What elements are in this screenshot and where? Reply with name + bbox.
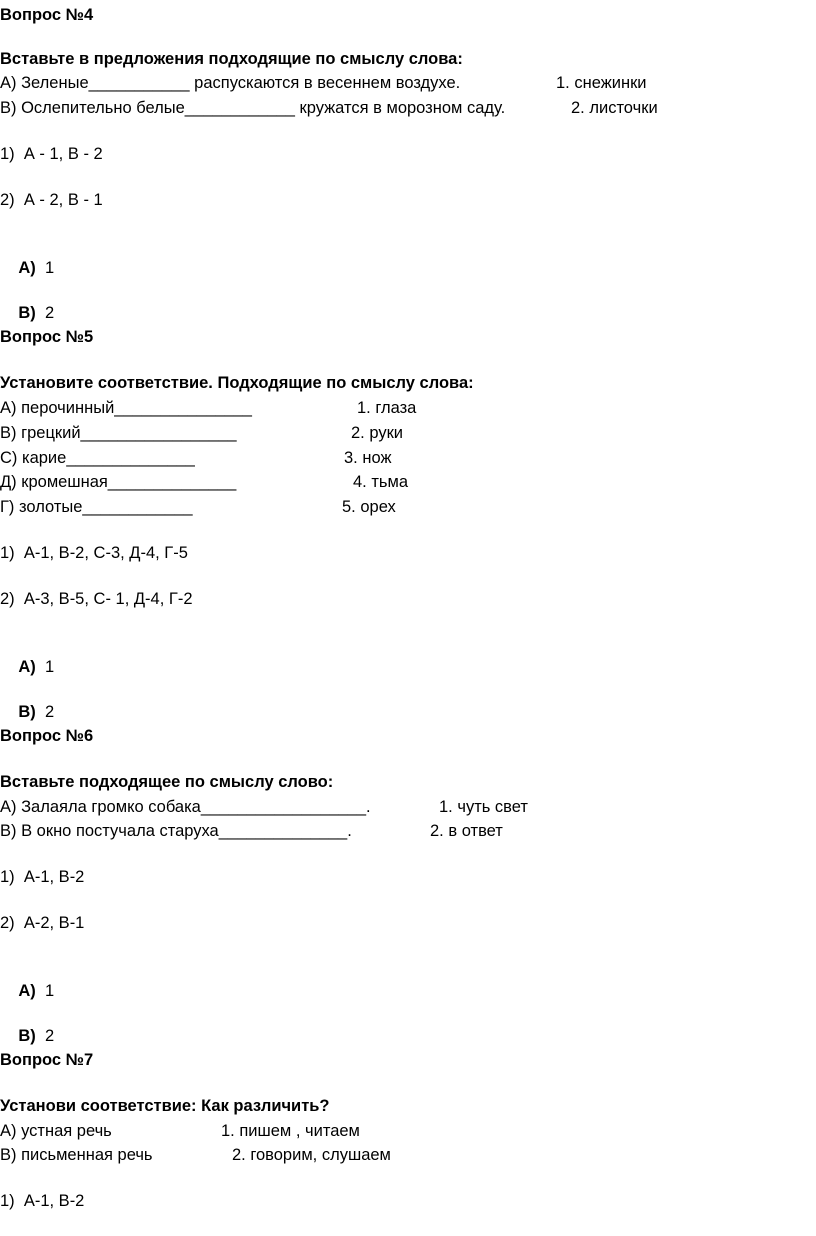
question-5-word-1: 1. глаза	[357, 399, 417, 417]
question-6-option-2: 2) А-2, В-1	[0, 914, 85, 932]
question-5-option-2: 2) А-3, В-5, С- 1, Д-4, Г-2	[0, 590, 193, 608]
answer-label: В)	[18, 1027, 36, 1045]
question-6-option-1: 1) А-1, В-2	[0, 868, 85, 886]
answer-value: 1	[44, 658, 55, 676]
answer-value: 2	[44, 1027, 55, 1045]
question-7-instruction: Установи соответствие: Как различить?	[0, 1097, 330, 1115]
question-5-instruction: Установите соответствие. Подходящие по смыслу слова:	[0, 374, 474, 392]
question-4-instruction: Вставьте в предложения подходящие по смыслу слова:	[0, 50, 463, 68]
question-6-instruction: Вставьте подходящее по смыслу слово:	[0, 773, 334, 791]
question-6-item-b: В) В окно постучала старуха______________.	[0, 822, 352, 840]
answer-value: 1	[44, 982, 55, 1000]
question-6-word-1: 1. чуть свет	[439, 798, 528, 816]
question-5-word-3: 3. нож	[344, 449, 392, 467]
question-5-title: Вопрос №5	[0, 328, 94, 346]
answer-value: 2	[44, 703, 55, 721]
question-5-option-1: 1) А-1, В-2, С-3, Д-4, Г-5	[0, 544, 188, 562]
question-5-item-b: В) грецкий_________________	[0, 424, 237, 442]
answer-value: 2	[44, 304, 55, 322]
question-4-item-b: В) Ослепительно белые____________ кружатся в морозном саду.	[0, 99, 506, 117]
question-7-title: Вопрос №7	[0, 1051, 94, 1069]
answer-label: В)	[18, 304, 36, 322]
question-5-item-a: А) перочинный_______________	[0, 399, 252, 417]
question-6-item-a: А) Залаяла громко собака__________________.	[0, 798, 371, 816]
question-4-word-2: 2. листочки	[571, 99, 658, 117]
question-4-option-1: 1) А - 1, В - 2	[0, 145, 103, 163]
answer-value: 1	[44, 259, 55, 277]
question-7-item-b: В) письменная речь	[0, 1146, 153, 1164]
question-4-option-2: 2) А - 2, В - 1	[0, 191, 103, 209]
question-5-word-2: 2. руки	[351, 424, 404, 442]
question-6-title: Вопрос №6	[0, 727, 94, 745]
question-4-item-a: А) Зеленые___________ распускаются в весеннем воздухе.	[0, 74, 461, 92]
answer-label: В)	[18, 703, 36, 721]
question-5-word-5: 5. орех	[342, 498, 396, 516]
answer-label: А)	[18, 658, 36, 676]
question-4-word-1: 1. снежинки	[556, 74, 647, 92]
answer-label: А)	[18, 982, 36, 1000]
question-5-item-g: Г) золотые____________	[0, 498, 193, 516]
question-7-word-2: 2. говорим, слушаем	[232, 1146, 391, 1164]
question-5-word-4: 4. тьма	[353, 473, 409, 491]
question-5-item-c: С) карие______________	[0, 449, 195, 467]
question-7-item-a: А) устная речь	[0, 1122, 112, 1140]
question-7-option-1: 1) А-1, В-2	[0, 1192, 85, 1210]
question-5-item-d: Д) кромешная______________	[0, 473, 237, 491]
question-7-word-1: 1. пишем , читаем	[221, 1122, 360, 1140]
question-6-word-2: 2. в ответ	[430, 822, 503, 840]
answer-label: А)	[18, 259, 36, 277]
question-4-title: Вопрос №4	[0, 6, 94, 24]
